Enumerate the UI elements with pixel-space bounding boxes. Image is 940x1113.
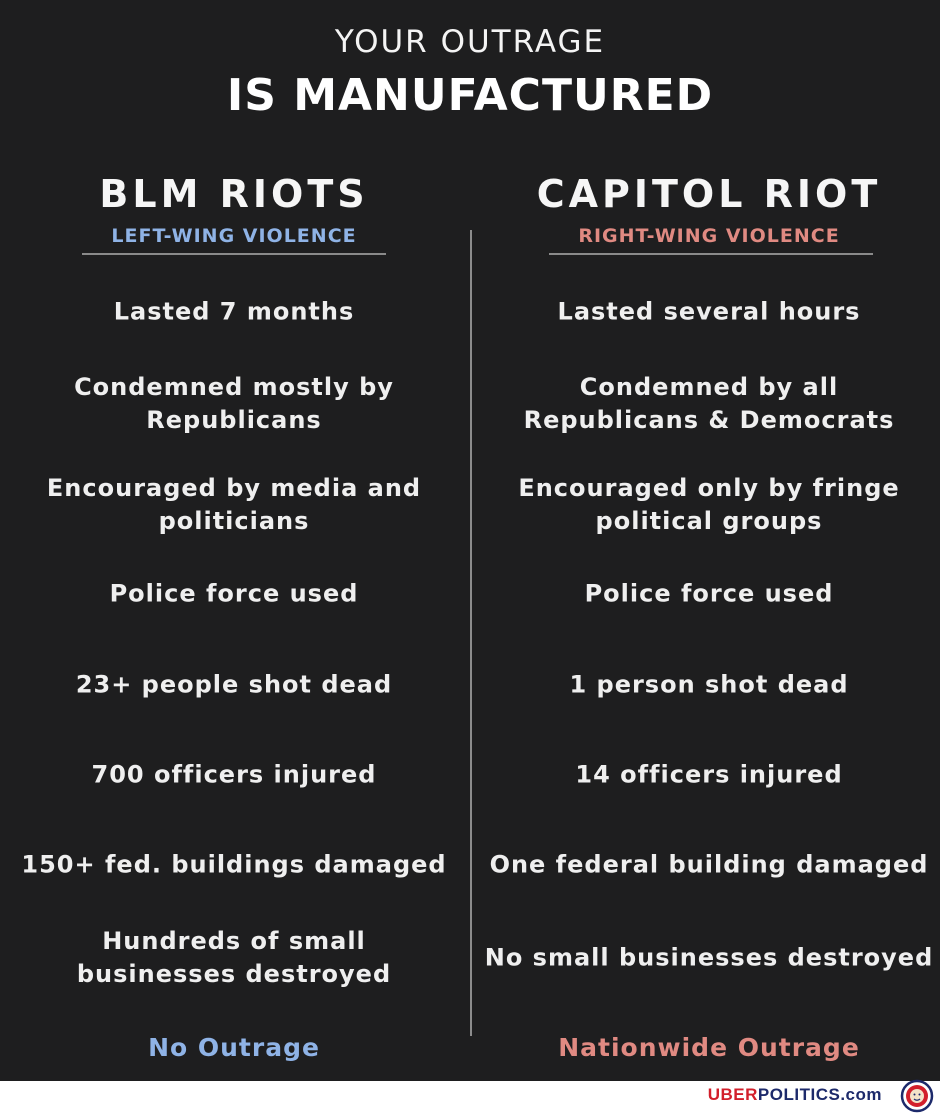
right-column (484, 0, 934, 1081)
left-heading: BLM RIOTS (99, 172, 369, 216)
right-item-businesses: No small businesses destroyed (484, 943, 934, 972)
right-outrage: Nationwide Outrage (558, 1033, 860, 1062)
title-line-2: IS MANUFACTURED (226, 70, 714, 121)
right-heading-underline (549, 253, 873, 255)
lion-crest-icon (898, 1079, 936, 1113)
right-item-officers-injured: 14 officers injured (575, 760, 843, 789)
left-column (10, 0, 458, 1081)
brand-name-part1: UBER (707, 1085, 758, 1104)
right-item-police: Police force used (584, 579, 834, 608)
right-item-condemned: Condemned by all Republicans & Democrats (523, 373, 895, 434)
right-heading: CAPITOL RIOT (536, 172, 882, 216)
left-item-shot-dead: 23+ people shot dead (75, 670, 393, 699)
right-item-buildings: One federal building damaged (489, 850, 929, 879)
left-item-businesses: Hundreds of small businesses destroyed (76, 927, 392, 988)
title-line-1: YOUR OUTRAGE (334, 24, 606, 60)
left-item-duration: Lasted 7 months (113, 297, 355, 326)
left-item-buildings: 150+ fed. buildings damaged (21, 850, 447, 879)
footer-bar (0, 1081, 940, 1107)
right-item-encouraged: Encouraged only by fringe political groups (518, 474, 900, 535)
left-subheading: LEFT-WING VIOLENCE (111, 225, 357, 247)
right-item-shot-dead: 1 person shot dead (569, 670, 849, 699)
left-outrage: No Outrage (148, 1033, 320, 1062)
left-item-condemned: Condemned mostly by Republicans (74, 373, 394, 434)
column-divider (470, 230, 472, 1036)
brand-name-part2: POLITICS.com (757, 1085, 882, 1104)
brand-watermark[interactable] (708, 1085, 882, 1105)
left-item-officers-injured: 700 officers injured (91, 760, 377, 789)
right-subheading: RIGHT-WING VIOLENCE (578, 225, 840, 247)
right-item-duration: Lasted several hours (557, 297, 861, 326)
left-item-encouraged: Encouraged by media and politicians (46, 474, 422, 535)
left-item-police: Police force used (109, 579, 359, 608)
left-heading-underline (82, 253, 386, 255)
